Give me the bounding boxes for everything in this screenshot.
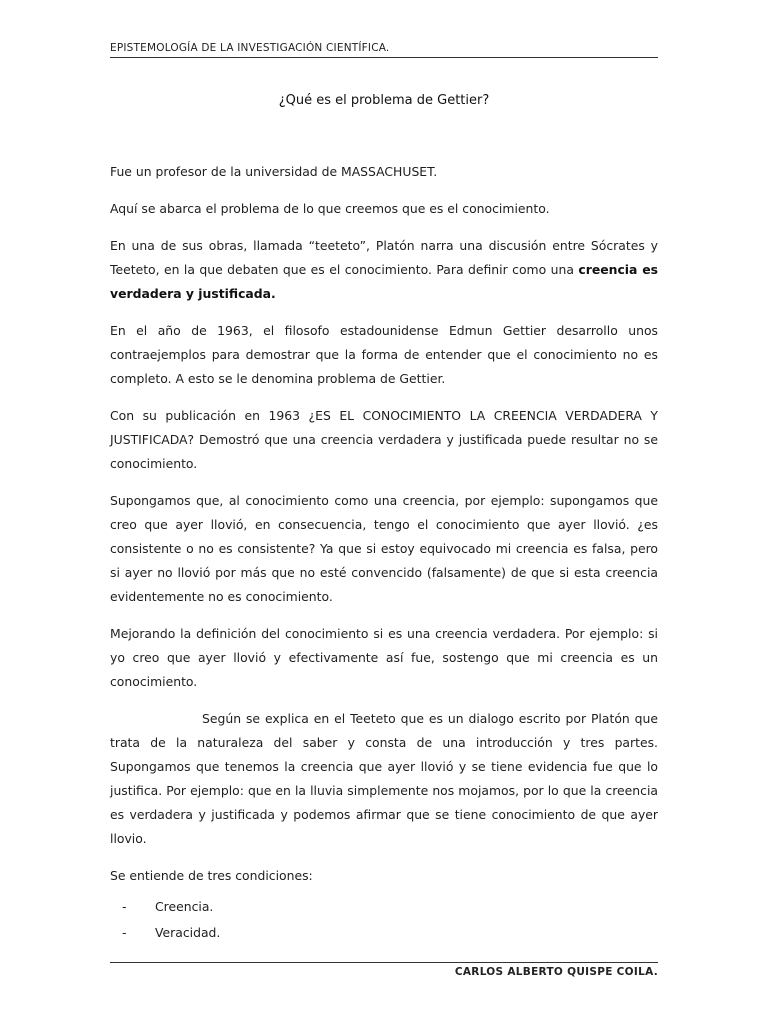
paragraph-3 (110, 234, 658, 306)
paragraph-6: Supongamos que, al conocimiento como una creencia, por ejemplo: supongamos que creo que ayer llovió, en consecuencia, tengo el conocimiento que ayer llovió. ¿es consistente o no es consistente? Ya que si estoy equivocado mi creencia es falsa, pero si ayer no llovió por más que no esté convencido (falsamente) de que si esta creencia evidentemente no es conocimiento. (110, 493, 658, 604)
footer-divider (110, 962, 658, 963)
paragraph-9: Se entiende de tres condiciones: (110, 868, 313, 883)
paragraph-8 (110, 707, 658, 851)
page-footer-author: CARLOS ALBERTO QUISPE COILA. (454, 966, 658, 978)
dash-bullet: - (122, 925, 127, 940)
list-item (110, 920, 658, 946)
paragraph-3-text: En una de sus obras, llamada “teeteto”, Platón narra una discusión entre Sócrates y Teeteto, en la que debaten que es el conocimiento. Para definir como una (110, 238, 658, 277)
paragraph-2: Aquí se abarca el problema de lo que creemos que es el conocimiento. (110, 201, 550, 216)
conditions-list (110, 894, 658, 946)
paragraph-5: Con su publicación en 1963 ¿ES EL CONOCIMIENTO LA CREENCIA VERDADERA Y JUSTIFICADA? Demostró que una creencia verdadera y justificada puede resultar no se conocimiento. (110, 408, 658, 471)
paragraph-4: En el año de 1963, el filosofo estadounidense Edmun Gettier desarrollo unos contraejemplos para demostrar que la forma de entender que el conocimiento no es completo. A esto se le denomina problema de Gettier. (110, 323, 658, 386)
paragraph-1: Fue un profesor de la universidad de MASSACHUSET. (110, 164, 438, 179)
list-item (110, 894, 658, 920)
dash-bullet: - (122, 899, 127, 914)
page-header: EPISTEMOLOGÍA DE LA INVESTIGACIÓN CIENTÍFICA. (110, 42, 658, 58)
list-item-text: Veracidad. (155, 925, 221, 940)
list-item-text: Creencia. (155, 899, 214, 914)
paragraph-3-bold: creencia es verdadera y justificada. (110, 262, 658, 301)
document-body (110, 160, 658, 946)
document-title: ¿Qué es el problema de Gettier? (278, 93, 490, 108)
paragraph-8-text: Según se explica en el Teeteto que es un dialogo escrito por Platón que trata de la naturaleza del saber y consta de una introducción y tres partes. Supongamos que tenemos la creencia que ayer llovió y se tiene evidencia fue que lo justifica. Por ejemplo: que en la lluvia simplemente nos mojamos, por lo que la creencia es verdadera y justificada y podemos afirmar que se tiene conocimiento de que ayer llovio. (110, 711, 658, 846)
paragraph-7: Mejorando la definición del conocimiento si es una creencia verdadera. Por ejemplo: si yo creo que ayer llovió y efectivamente así fue, sostengo que mi creencia es un conocimiento. (110, 626, 658, 689)
